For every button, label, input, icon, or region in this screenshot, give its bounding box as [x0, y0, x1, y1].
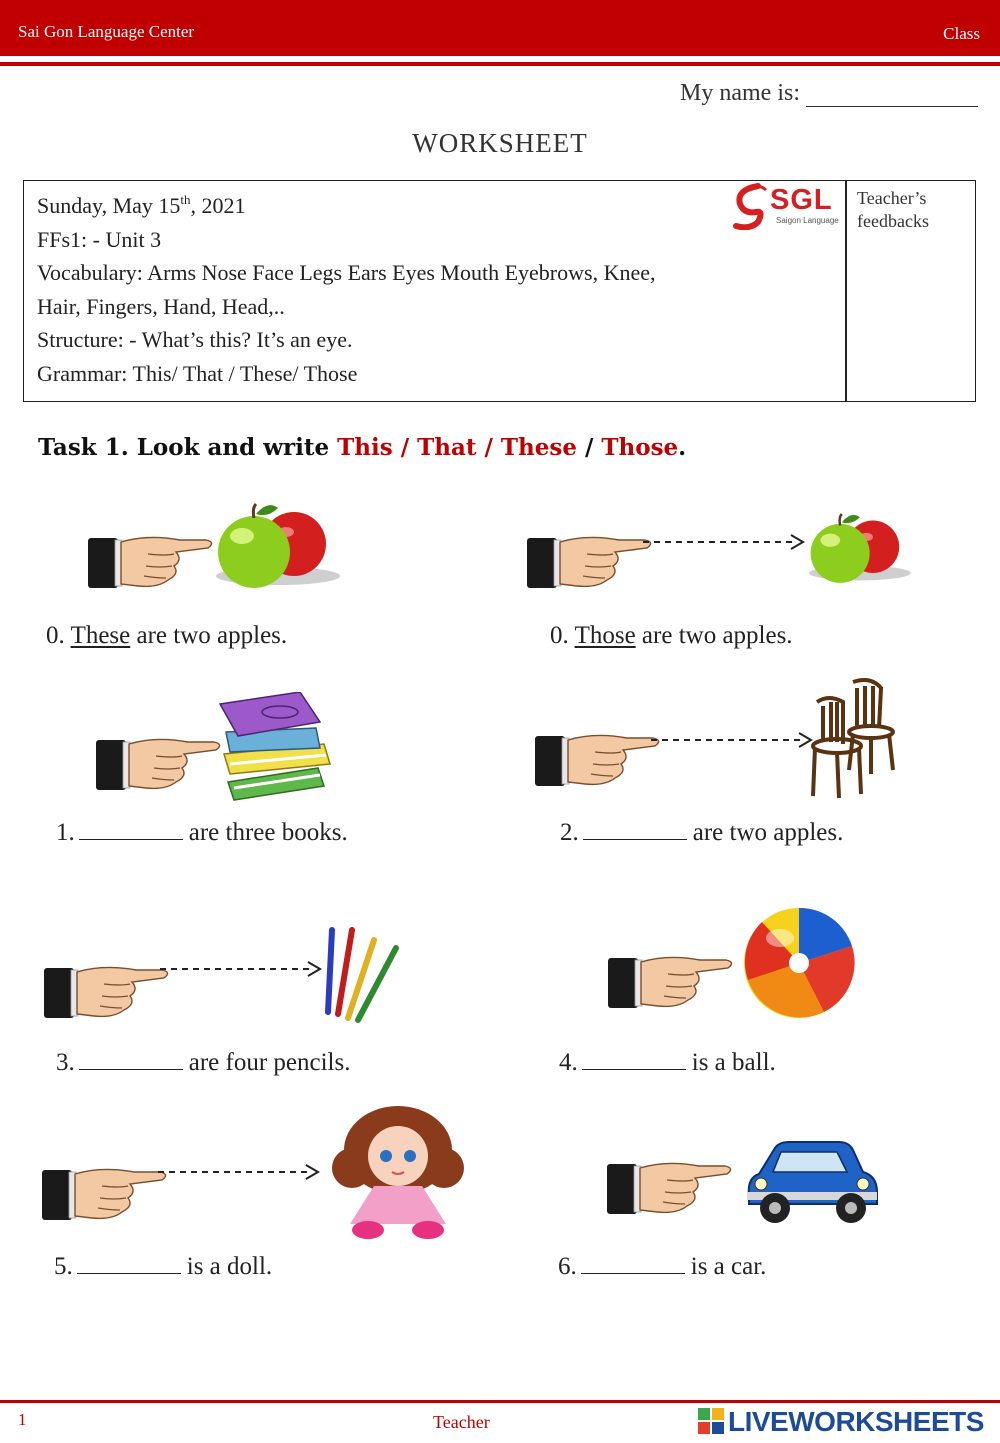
example-0-right: 0. Those are two apples. [550, 622, 793, 649]
pointing-chairs-image [535, 676, 925, 801]
pointing-car-image [607, 1136, 882, 1228]
logo-text: SGL [770, 184, 833, 216]
answer-blank-5[interactable] [77, 1270, 181, 1274]
example-answer: These [70, 622, 131, 649]
answer-blank-6[interactable] [581, 1270, 685, 1274]
question-1: 1. are three books. [56, 819, 348, 846]
page-number: 1 [18, 1410, 27, 1429]
vocab-line-2: Hair, Fingers, Hand, Head,.. [37, 293, 285, 319]
logo-subtext: Saigon Language [776, 216, 839, 225]
sgl-swirl-icon [730, 182, 770, 230]
pointing-apples-near-image [88, 498, 348, 598]
info-lines [37, 189, 837, 390]
question-3: 3. are four pencils. [56, 1049, 351, 1076]
answer-blank-3[interactable] [79, 1066, 183, 1070]
question-2: 2. are two apples. [560, 819, 844, 846]
footer-rule [0, 1400, 1000, 1403]
name-input[interactable] [806, 85, 978, 107]
unit-line: FFs1: - Unit 3 [37, 226, 162, 252]
answer-blank-2[interactable] [583, 836, 687, 840]
answer-blank-1[interactable] [79, 836, 183, 840]
task-heading: Task 1. Look and write This / That / These / Those. [38, 434, 687, 461]
structure-line: Structure: - What’s this? It’s an eye. [37, 327, 353, 352]
pointing-apples-far-image [527, 508, 927, 598]
question-6: 6. is a car. [558, 1253, 767, 1280]
liveworksheets-logo[interactable] [698, 1406, 994, 1438]
answer-blank-4[interactable] [582, 1066, 686, 1070]
vocab-line-1: Vocabulary: Arms Nose Face Legs Ears Eyes Mouth Eyebrows, Knee, [37, 260, 656, 285]
footer-teacher-label: Teacher [433, 1412, 490, 1432]
grammar-line: Grammar: This/ That / These/ Those [37, 360, 358, 386]
page-title: WORKSHEET [412, 128, 588, 158]
example-answer: Those [574, 622, 636, 649]
name-label: My name is: [680, 80, 800, 106]
pointing-pencils-image [44, 926, 409, 1026]
header-bar [0, 0, 1000, 56]
class-label: Class [943, 24, 980, 43]
sgl-logo [730, 182, 842, 230]
liveworksheets-text: LIVEWORKSHEETS [728, 1406, 984, 1437]
header-rule [0, 62, 1000, 66]
example-0-left: 0. These are two apples. [46, 622, 288, 649]
date-line: Sunday, May 15th, 2021 [37, 192, 246, 218]
pointing-ball-image [608, 906, 863, 1021]
pointing-books-image [96, 692, 346, 807]
feedback-label: Teacher’s feedbacks [857, 188, 929, 231]
pointing-doll-image [42, 1106, 467, 1242]
info-divider [845, 181, 847, 401]
school-name: Sai Gon Language Center [18, 22, 195, 41]
liveworksheets-icon [698, 1408, 724, 1436]
name-line [680, 80, 978, 107]
question-5: 5. is a doll. [54, 1253, 273, 1280]
question-4: 4. is a ball. [559, 1049, 776, 1076]
